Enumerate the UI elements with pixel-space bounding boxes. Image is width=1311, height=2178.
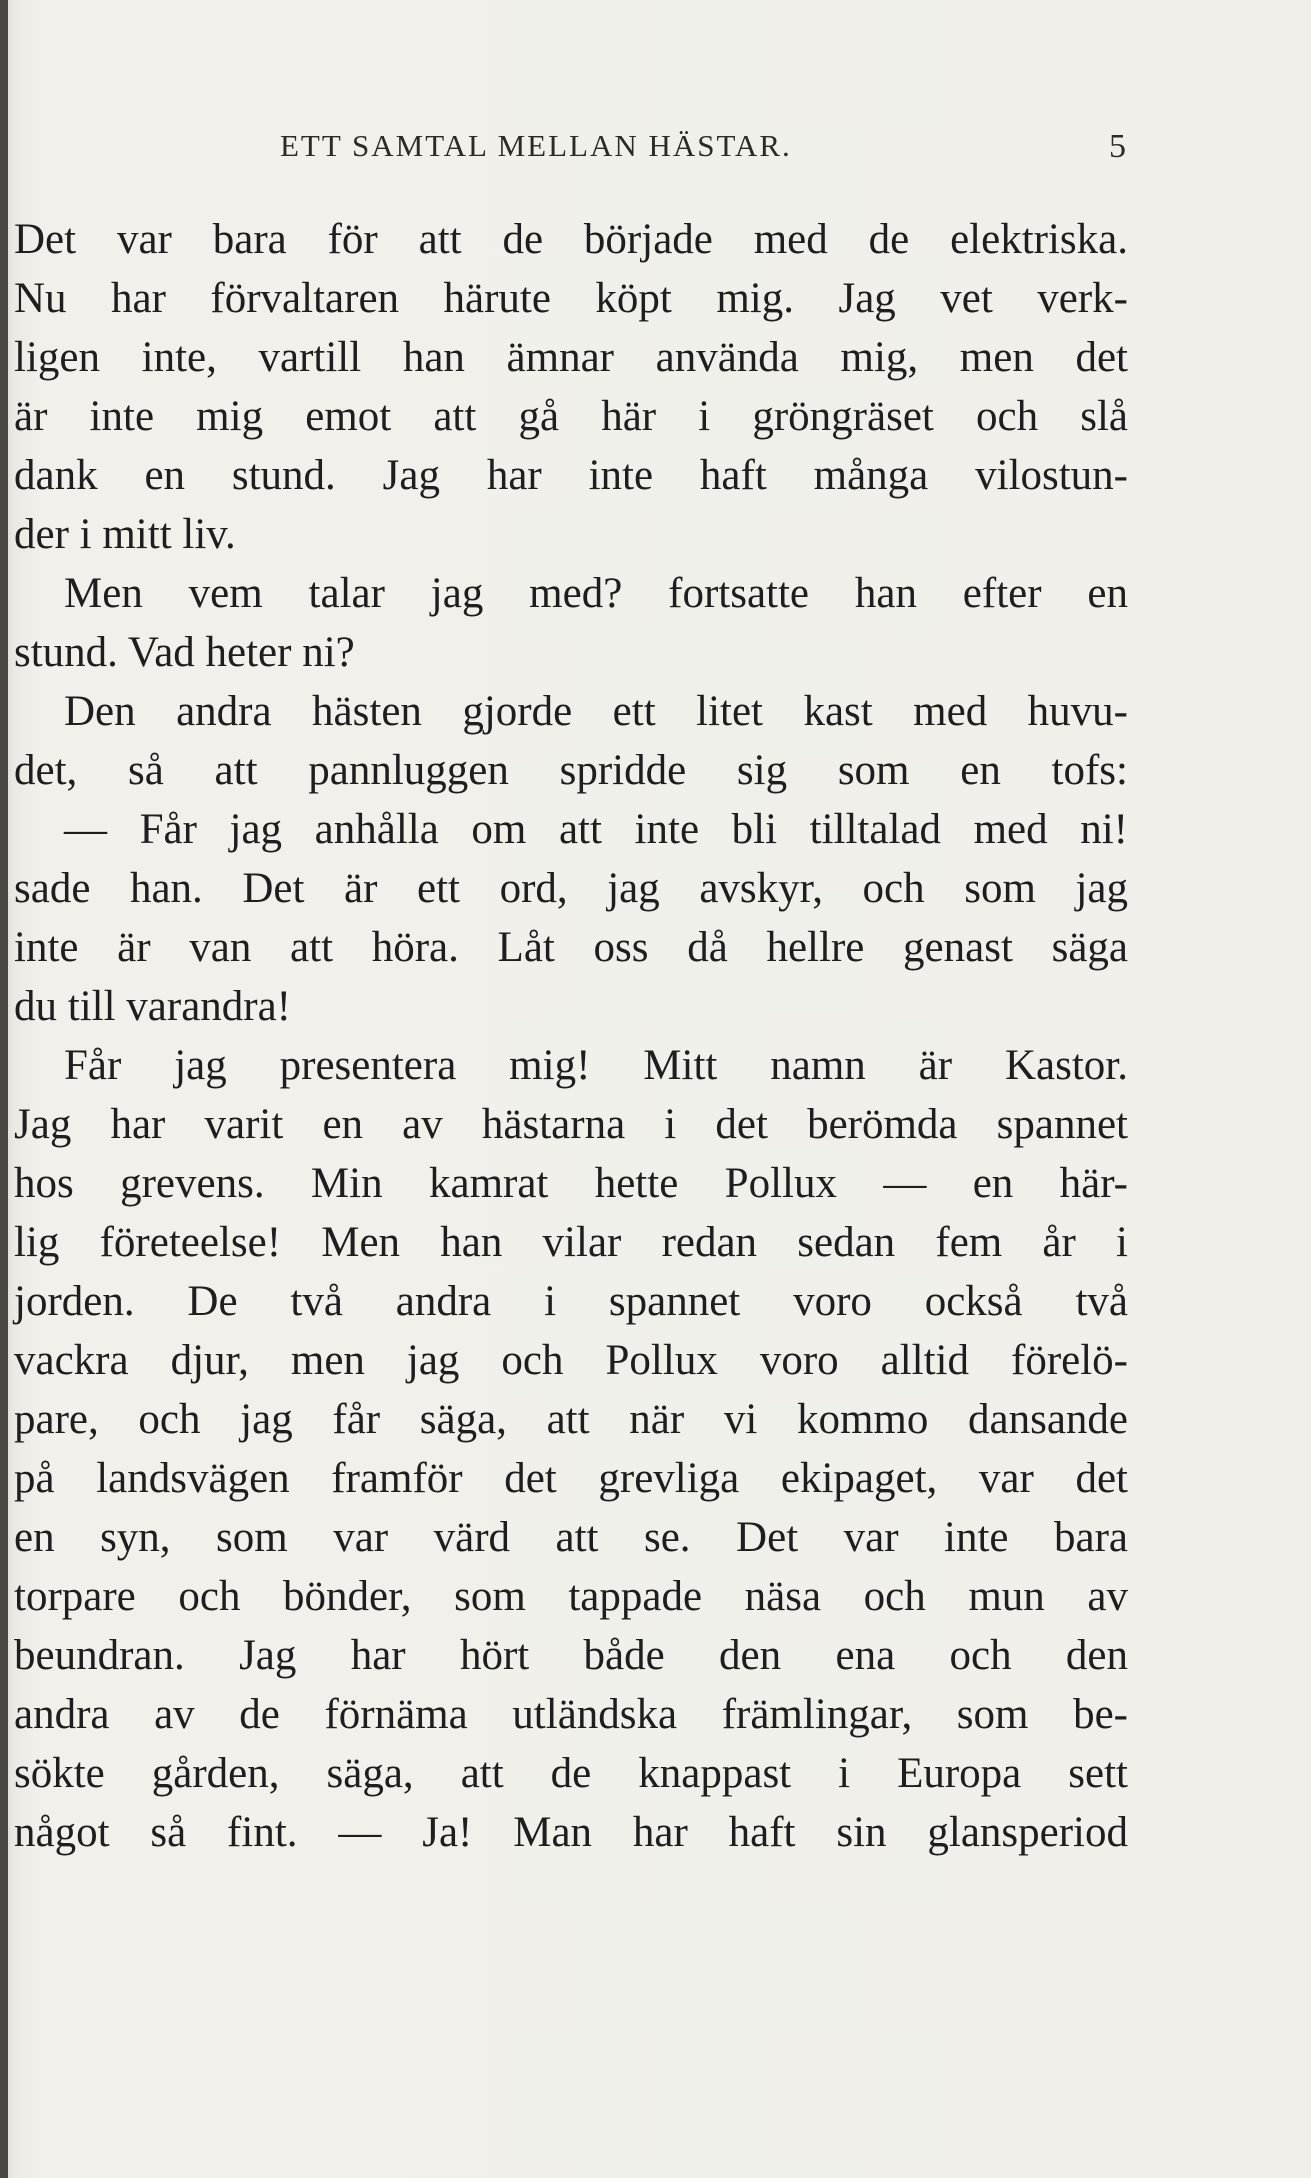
text-line: — Får jag anhålla om att inte bli tilltalad med ni! [64, 806, 1128, 853]
text-line: Får jag presentera mig! Mitt namn är Kastor. [64, 1042, 1128, 1089]
text-line: stund. Vad heter ni? [14, 629, 355, 676]
text-line: andra av de förnäma utländska främlingar, som be- [14, 1691, 1128, 1738]
text-line: det, så att pannluggen spridde sig som en tofs: [14, 747, 1128, 794]
running-head [280, 128, 1128, 178]
text-line: vackra djur, men jag och Pollux voro alltid förelö- [14, 1337, 1128, 1384]
text-line: torpare och bönder, som tappade näsa och mun av [14, 1573, 1128, 1620]
text-line: jorden. De två andra i spannet voro också två [14, 1278, 1128, 1325]
body-text [0, 210, 1128, 1862]
text-line: Nu har förvaltaren härute köpt mig. Jag vet verk- [14, 275, 1128, 322]
text-line: Den andra hästen gjorde ett litet kast med huvu- [64, 688, 1128, 735]
text-line: är inte mig emot att gå här i gröngräset och slå [14, 393, 1128, 440]
text-line: Det var bara för att de började med de elektriska. [14, 216, 1128, 263]
text-line: inte är van att höra. Låt oss då hellre genast säga [14, 924, 1128, 971]
text-line: pare, och jag får säga, att när vi kommo dansande [14, 1396, 1128, 1443]
text-line: hos grevens. Min kamrat hette Pollux — en här- [14, 1160, 1128, 1207]
text-line: lig företeelse! Men han vilar redan sedan fem år i [14, 1219, 1128, 1266]
text-line: du till varandra! [14, 983, 292, 1030]
text-line: Jag har varit en av hästarna i det berömda spannet [14, 1101, 1128, 1148]
text-line: beundran. Jag har hört både den ena och den [14, 1632, 1128, 1679]
text-line: på landsvägen framför det grevliga ekipaget, var det [14, 1455, 1128, 1502]
text-line: sade han. Det är ett ord, jag avskyr, och som jag [14, 865, 1128, 912]
text-line: der i mitt liv. [14, 511, 236, 558]
page-number: 5 [1109, 128, 1128, 165]
text-line: sökte gården, säga, att de knappast i Europa sett [14, 1750, 1128, 1797]
text-line: dank en stund. Jag har inte haft många vilostun- [14, 452, 1128, 499]
text-line: ligen inte, vartill han ämnar använda mig, men det [14, 334, 1128, 381]
text-line: något så fint. — Ja! Man har haft sin glansperiod [14, 1809, 1128, 1856]
text-line: Men vem talar jag med? fortsatte han efter en [64, 570, 1128, 617]
running-title: ETT SAMTAL MELLAN HÄSTAR. [280, 128, 792, 163]
text-line: en syn, som var värd att se. Det var inte bara [14, 1514, 1128, 1561]
